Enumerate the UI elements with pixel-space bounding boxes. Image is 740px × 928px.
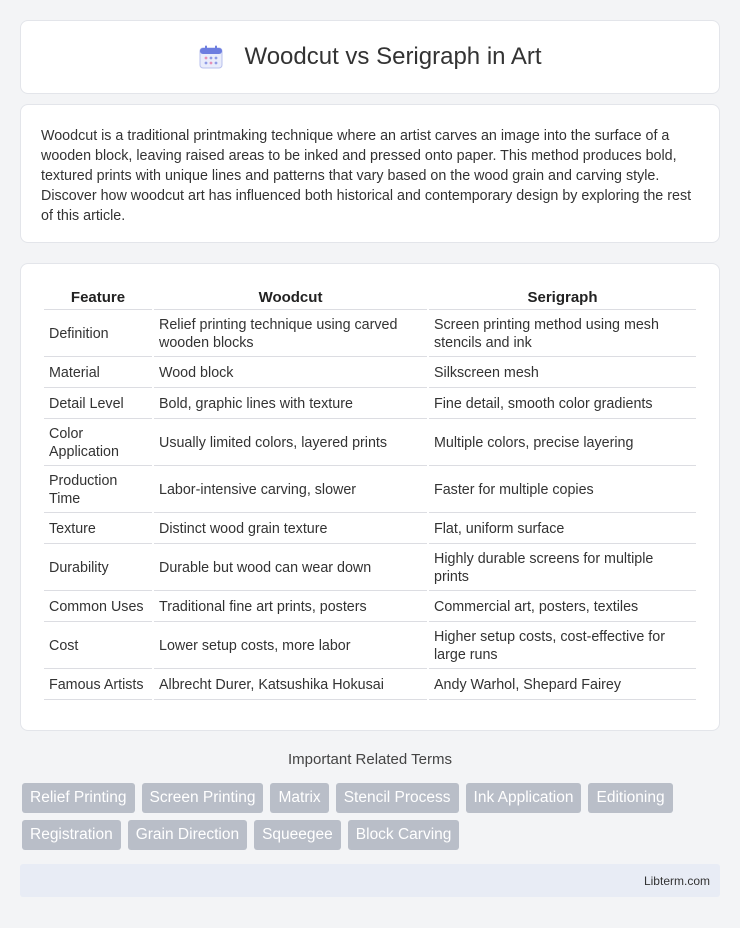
footer	[20, 864, 720, 897]
footer-site-link[interactable]: Libterm.com	[643, 873, 710, 888]
cell-woodcut: Labor-intensive carving, slower	[154, 468, 427, 513]
cell-serigraph: Highly durable screens for multiple prints	[429, 546, 696, 591]
header-feature: Feature	[44, 286, 152, 310]
header-woodcut: Woodcut	[154, 286, 427, 310]
related-terms-list	[22, 783, 722, 850]
cell-woodcut: Durable but wood can wear down	[154, 546, 427, 591]
table-row	[44, 468, 696, 513]
table-row	[44, 546, 696, 591]
cell-feature: Production Time	[44, 468, 152, 513]
cell-serigraph: Higher setup costs, cost-effective for large runs	[429, 624, 696, 669]
cell-woodcut: Albrecht Durer, Katsushika Hokusai	[154, 671, 427, 700]
term-tag[interactable]: Relief Printing	[22, 783, 135, 813]
cell-feature: Detail Level	[44, 390, 152, 419]
cell-woodcut: Relief printing technique using carved wooden blocks	[154, 312, 427, 357]
table-row	[44, 312, 696, 357]
term-tag[interactable]: Grain Direction	[128, 820, 247, 850]
intro-text: Woodcut is a traditional printmaking technique where an artist carves an image into the surface of a wooden block, leaving raised areas to be inked and pressed onto paper. This method produces bold, textured prints with unique lines and patterns that vary based on the wood grain and carving style. Discover how woodcut art has influenced both historical and contemporary design by exploring the rest of this article.	[41, 128, 692, 224]
term-tag[interactable]: Stencil Process	[336, 783, 459, 813]
term-tag[interactable]: Matrix	[270, 783, 328, 813]
cell-woodcut: Lower setup costs, more labor	[154, 624, 427, 669]
cell-feature: Durability	[44, 546, 152, 591]
cell-serigraph: Screen printing method using mesh stencils and ink	[429, 312, 696, 357]
term-tag[interactable]: Screen Printing	[142, 783, 264, 813]
cell-serigraph: Silkscreen mesh	[429, 359, 696, 388]
cell-serigraph: Commercial art, posters, textiles	[429, 593, 696, 622]
comparison-table	[42, 284, 698, 702]
term-tag[interactable]: Ink Application	[466, 783, 582, 813]
cell-serigraph: Andy Warhol, Shepard Fairey	[429, 671, 696, 700]
page-title: Woodcut vs Serigraph in Art	[244, 43, 542, 70]
cell-woodcut: Usually limited colors, layered prints	[154, 421, 427, 466]
header-serigraph: Serigraph	[429, 286, 696, 310]
cell-feature: Famous Artists	[44, 671, 152, 700]
cell-feature: Color Application	[44, 421, 152, 466]
table-row	[44, 671, 696, 700]
table-row	[44, 515, 696, 544]
cell-woodcut: Wood block	[154, 359, 427, 388]
term-tag[interactable]: Block Carving	[348, 820, 460, 850]
cell-serigraph: Flat, uniform surface	[429, 515, 696, 544]
cell-feature: Common Uses	[44, 593, 152, 622]
cell-woodcut: Distinct wood grain texture	[154, 515, 427, 544]
term-tag[interactable]: Editioning	[588, 783, 672, 813]
table-row	[44, 624, 696, 669]
table-row	[44, 390, 696, 419]
cell-feature: Cost	[44, 624, 152, 669]
table-row	[44, 359, 696, 388]
related-terms-title: Important Related Terms	[288, 751, 452, 768]
cell-woodcut: Traditional fine art prints, posters	[154, 593, 427, 622]
comparison-card	[20, 263, 720, 731]
cell-woodcut: Bold, graphic lines with texture	[154, 390, 427, 419]
term-tag[interactable]: Squeegee	[254, 820, 341, 850]
intro-card	[20, 104, 720, 243]
cell-serigraph: Fine detail, smooth color gradients	[429, 390, 696, 419]
table-row	[44, 593, 696, 622]
table-header-row	[44, 286, 696, 310]
cell-feature: Definition	[44, 312, 152, 357]
cell-feature: Texture	[44, 515, 152, 544]
term-tag[interactable]: Registration	[22, 820, 121, 850]
cell-serigraph: Faster for multiple copies	[429, 468, 696, 513]
table-row	[44, 421, 696, 466]
cell-serigraph: Multiple colors, precise layering	[429, 421, 696, 466]
header-card	[20, 20, 720, 94]
cell-feature: Material	[44, 359, 152, 388]
calendar-icon	[198, 44, 224, 70]
